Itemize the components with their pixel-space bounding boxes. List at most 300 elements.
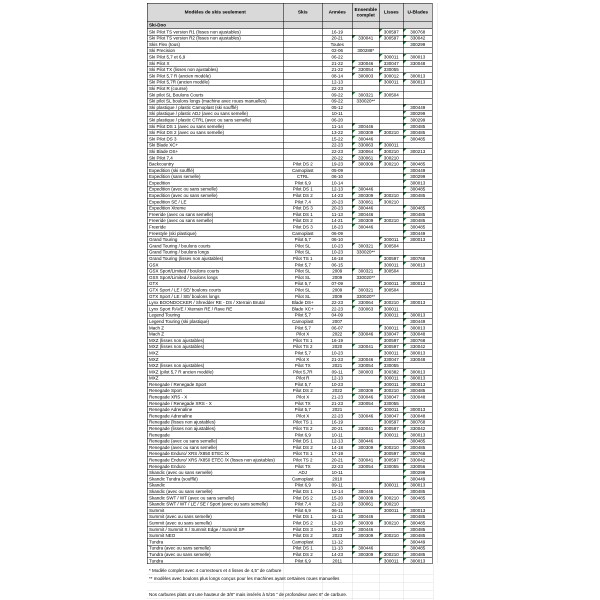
table-body	[147, 29, 432, 564]
ublades-cell: 300013	[403, 281, 432, 287]
ski-cell: Pilot 5,7	[283, 381, 322, 387]
runners-cell: 300210	[379, 192, 403, 198]
kit-cell: 300446	[352, 186, 379, 192]
runners-cell: 330055	[379, 362, 403, 368]
runners-cell: 300504	[379, 92, 403, 98]
ublades-cell: 300013	[403, 73, 432, 79]
kit-cell: 300309	[352, 533, 379, 539]
kit-cell: 300288*	[352, 48, 379, 54]
years-cell: 18-23	[322, 224, 352, 230]
ski-cell: Blade DS+	[283, 300, 322, 306]
runners-cell: 300210	[379, 533, 403, 539]
model-cell: Skandic SWT / WT (avec ou sans semelle)	[147, 495, 283, 501]
model-cell: Expedition SE / LE	[147, 199, 283, 205]
model-cell: Renegade Enduro	[147, 463, 283, 469]
model-cell: Ski pilot SL Boulons Courts	[147, 92, 283, 98]
model-cell: Renegade Adrenaline	[147, 407, 283, 413]
model-cell: Expedition (sans semelle)	[147, 174, 283, 180]
runners-cell: 300210	[379, 155, 403, 161]
runners-cell: 300210	[379, 388, 403, 394]
kit-cell: 300309	[352, 495, 379, 501]
ski-cell: Pilot DS 2	[283, 388, 322, 394]
kit-cell: 330041	[352, 344, 379, 350]
model-cell: Skandic Tundra (soufflé)	[147, 476, 283, 482]
model-cell: Freestyle (ski plastique)	[147, 230, 283, 236]
years-cell: 05-12	[322, 104, 352, 110]
ublades-cell: 300449	[403, 104, 432, 110]
gridline-right-of-table	[437, 3, 438, 564]
ublades-cell: 300013	[403, 350, 432, 356]
column-header-skis: Skis	[283, 3, 322, 22]
runners-cell: 300011	[379, 142, 403, 148]
years-cell: 22-23	[322, 148, 352, 154]
gridline-below-1	[147, 574, 433, 575]
kit-cell: 300446	[352, 224, 379, 230]
ublades-cell: 300013	[403, 54, 432, 60]
model-cell: Tundra	[147, 558, 283, 564]
runners-cell: 330047	[379, 394, 403, 400]
runners-cell: 300011	[379, 237, 403, 243]
years-cell: 06-09	[322, 230, 352, 236]
model-cell: MXZ	[147, 350, 283, 356]
ublades-cell: 300485	[403, 495, 432, 501]
years-cell: 10-11	[322, 432, 352, 438]
ublades-cell: 300485	[403, 192, 432, 198]
ski-cell: Pilot DS 2	[283, 495, 322, 501]
ublades-cell: 300299	[403, 111, 432, 117]
ski-cell: Pilot 5,7	[283, 237, 322, 243]
years-cell: 2009	[322, 274, 352, 280]
ski-cell: Pilot TS 2	[283, 457, 322, 463]
years-cell: 17-19	[322, 451, 352, 457]
compatibility-table	[147, 3, 433, 564]
model-cell: Skandic	[147, 482, 283, 488]
gridline-below-4	[147, 598, 433, 599]
model-cell: Summit	[147, 507, 283, 513]
ublades-cell: 300485	[403, 520, 432, 526]
runners-cell: 330055	[379, 463, 403, 469]
kit-cell: 330061	[352, 155, 379, 161]
kit-cell: 330061	[352, 501, 379, 507]
ublades-cell: 300485	[403, 388, 432, 394]
model-cell: Skis Flex (tous)	[147, 41, 283, 47]
runners-cell: 300011	[379, 54, 403, 60]
ublades-cell: 300449	[403, 539, 432, 545]
ublades-cell: 300768	[403, 337, 432, 343]
ski-cell: Pilot DS 2	[283, 533, 322, 539]
years-cell: 11-13	[322, 545, 352, 551]
ublades-cell: 300013	[403, 262, 432, 268]
model-cell: GSX	[147, 262, 283, 268]
ski-cell: Pilot 6,9	[283, 432, 322, 438]
years-cell: 06-10	[322, 237, 352, 243]
model-cell: MXZ	[147, 356, 283, 362]
ublades-cell: 300013	[403, 312, 432, 318]
runners-cell: 300011	[379, 325, 403, 331]
ski-cell: Pilot DS 2	[283, 551, 322, 557]
years-cell: 10-23	[322, 381, 352, 387]
runners-cell: 300210	[379, 161, 403, 167]
runners-cell: 300011	[379, 262, 403, 268]
kit-cell: 330046	[352, 356, 379, 362]
ski-cell: Pilot SL	[283, 243, 322, 249]
runners-cell: 300597	[379, 255, 403, 261]
model-cell: Ski Pilot DS 2 (avec ou sans semelle)	[147, 130, 283, 136]
model-cell: Renegade (avec ou sans semelle)	[147, 438, 283, 444]
years-cell: 14-23	[322, 192, 352, 198]
kit-cell: 300003	[352, 73, 379, 79]
model-cell: Ski Pilot DS 3	[147, 136, 283, 142]
years-cell: 06-22	[322, 54, 352, 60]
model-cell: Mach Z	[147, 325, 283, 331]
kit-cell: 300003	[352, 369, 379, 375]
years-cell: 16-19	[322, 29, 352, 35]
years-cell: 06-10	[322, 174, 352, 180]
runners-cell: 300011	[379, 281, 403, 287]
ublades-cell: 300485	[403, 444, 432, 450]
column-header-models: Modèles de skis seulement	[147, 3, 283, 22]
years-cell: 20-23	[322, 205, 352, 211]
years-cell: 12-13	[322, 186, 352, 192]
model-cell: Tundra	[147, 539, 283, 545]
section-label: Ski-Doo	[147, 22, 283, 29]
ublades-cell: 330042	[403, 425, 432, 431]
model-cell: Backcountry	[147, 161, 283, 167]
footnote-star: * Modèle complet avec 4 correcteurs et 4 lisses de 4,5" de carbure	[149, 568, 282, 573]
model-cell: Expedition (ski soufflé)	[147, 167, 283, 173]
model-cell: Ski Precision	[147, 48, 283, 54]
kit-cell: 330063	[352, 306, 379, 312]
runners-cell: 300011	[379, 482, 403, 488]
years-cell: 22-23	[322, 463, 352, 469]
ublades-cell: 330042	[403, 457, 432, 463]
model-cell: Skandic SWT / WT / LE / SE / Sport (avec ou sans semelle)	[147, 501, 283, 507]
model-cell: Tundra (avec ou sans semelle)	[147, 545, 283, 551]
ublades-cell: 330042	[403, 344, 432, 350]
ublades-cell: 300485	[403, 526, 432, 532]
years-cell: 06-15	[322, 262, 352, 268]
ski-cell: Pilot DS 3	[283, 526, 322, 532]
ski-cell: Pilot X	[283, 356, 322, 362]
kit-cell: 330054	[352, 463, 379, 469]
years-cell: 22-23	[322, 300, 352, 306]
ski-cell: Pilot DS 1	[283, 211, 322, 217]
model-cell: Renegade / Renegade Sport	[147, 381, 283, 387]
runners-cell: 300210	[379, 130, 403, 136]
model-cell: GSX Sport/Limited / boulons longs	[147, 274, 283, 280]
model-cell: Renegade Enduro/ XRS /X850 ETEC /X	[147, 451, 283, 457]
model-cell: Expedition	[147, 180, 283, 186]
runners-cell: 300011	[379, 432, 403, 438]
ublades-cell: 300768	[403, 29, 432, 35]
model-cell: GTX Sport / LE / SE/ boulons longs	[147, 293, 283, 299]
runners-cell: 300504	[379, 268, 403, 274]
ski-cell: Pilot DS 2	[283, 218, 322, 224]
model-cell: Ski Pilot X	[147, 60, 283, 66]
runners-cell: 300011	[379, 381, 403, 387]
model-cell: Grand Touring (lisses non ajustables)	[147, 255, 283, 261]
kit-cell: 300446	[352, 438, 379, 444]
ski-cell: Camoplast	[283, 167, 322, 173]
kit-cell: 300309	[352, 551, 379, 557]
years-cell: 10-11	[322, 470, 352, 476]
model-cell: Expedition Xtreme	[147, 205, 283, 211]
ublades-cell: 300299	[403, 470, 432, 476]
model-cell: Grand Touring / boulons longs	[147, 249, 283, 255]
gridline-col-3	[352, 564, 353, 600]
ski-cell: Pilot DS 2	[283, 520, 322, 526]
ski-cell: Pilot 5,7R	[283, 369, 322, 375]
years-cell: 21-23	[322, 400, 352, 406]
ublades-cell: 300485	[403, 545, 432, 551]
years-cell: 13-20	[322, 520, 352, 526]
model-cell: Renegade (lisses non ajustables)	[147, 425, 283, 431]
model-cell: Ski Blade DS+	[147, 148, 283, 154]
runners-cell: 330055	[379, 67, 403, 73]
kit-cell: 330020**	[352, 293, 379, 299]
ski-cell: Pilot SL	[283, 293, 322, 299]
ski-cell: Pilot DS 1	[283, 488, 322, 494]
ublades-cell: 300485	[403, 551, 432, 557]
years-cell: 2022	[322, 331, 352, 337]
model-cell: Ski pilot SL boulons longs (machine avec roues manuelles)	[147, 98, 283, 104]
ski-cell: Pilot TS 1	[283, 255, 322, 261]
kit-cell: 330046	[352, 394, 379, 400]
runners-cell: 300210	[379, 501, 403, 507]
ublades-cell: 300013	[403, 381, 432, 387]
runners-cell: 300597	[379, 344, 403, 350]
runners-cell: 300504	[379, 243, 403, 249]
model-cell: Renegade Sport	[147, 388, 283, 394]
ski-cell: Pilot 6,9	[283, 180, 322, 186]
kit-cell: 300446	[352, 211, 379, 217]
ski-cell: Pilot TS 1	[283, 337, 322, 343]
ublades-cell: 300485	[403, 136, 432, 142]
ski-cell: Pilot 6,9	[283, 507, 322, 513]
ski-cell: Camoplast	[283, 539, 322, 545]
runners-cell: 300011	[379, 79, 403, 85]
kit-cell: 330054	[352, 67, 379, 73]
ublades-cell: 300768	[403, 419, 432, 425]
kit-cell: 330046	[352, 331, 379, 337]
years-cell: 09-22	[322, 92, 352, 98]
years-cell: 21-22	[322, 60, 352, 66]
model-cell: Expedition (avec ou sans semelle)	[147, 192, 283, 198]
ski-cell: Pilot 5,7	[283, 325, 322, 331]
ski-cell: Pilot DS 1	[283, 186, 322, 192]
years-cell: 14-23	[322, 551, 352, 557]
runners-cell: 300597	[379, 425, 403, 431]
kit-cell: 300309	[352, 130, 379, 136]
years-cell: 20-21	[322, 35, 352, 41]
years-cell: 12-13	[322, 375, 352, 381]
years-cell: 2009	[322, 268, 352, 274]
model-cell: MXZ (lisses non ajustables)	[147, 362, 283, 368]
model-cell: Ski plastique / plastic ADJ (avec ou sans semelle)	[147, 111, 283, 117]
footnote-double-star: ** modèles avec boulons plus longs conçus pour les machines ayant certaines roues manuelles	[149, 576, 340, 581]
years-cell: 11-13	[322, 211, 352, 217]
ublades-cell: 300013	[403, 432, 432, 438]
model-cell: Freeride (avec ou sans semelle)	[147, 218, 283, 224]
ublades-cell: 300013	[403, 237, 432, 243]
runners-cell: 300011	[379, 312, 403, 318]
years-cell: 04-09	[322, 312, 352, 318]
gridline-col-4	[379, 564, 380, 600]
ski-cell: Pilot 5,7	[283, 262, 322, 268]
model-cell: Grand Touring	[147, 237, 283, 243]
ublades-cell: 330042	[403, 35, 432, 41]
ski-cell: Pilot DS 3	[283, 205, 322, 211]
runners-cell: 300210	[379, 444, 403, 450]
years-cell: 14-21	[322, 218, 352, 224]
years-cell: 20-21	[322, 457, 352, 463]
kit-cell: 300446	[352, 205, 379, 211]
runners-cell: 300597	[379, 29, 403, 35]
years-cell: 06-20	[322, 117, 352, 123]
model-cell: Renegade (avec ou sans semelle)	[147, 444, 283, 450]
runners-cell: 300597	[379, 337, 403, 343]
years-cell: 2022	[322, 388, 352, 394]
years-cell: 07-09	[322, 281, 352, 287]
model-cell: Skandic (avec ou sans semelle)	[147, 488, 283, 494]
ski-cell: Pilot TS 2	[283, 344, 322, 350]
ski-cell: Pilot SL	[283, 274, 322, 280]
runners-cell: 300210	[379, 148, 403, 154]
kit-cell: 330064	[352, 300, 379, 306]
years-cell: 12-13	[322, 79, 352, 85]
kit-cell: 300309	[352, 192, 379, 198]
years-cell: 2009	[322, 293, 352, 299]
model-cell: Ski Pilot 7,4	[147, 155, 283, 161]
years-cell: 16-18	[322, 255, 352, 261]
runners-cell: 300011	[379, 507, 403, 513]
column-header-lisses: Lisses	[379, 3, 403, 22]
years-cell: 10-11	[322, 111, 352, 117]
years-cell: 2010	[322, 476, 352, 482]
ski-cell: Pilot TX	[283, 400, 322, 406]
model-cell: Renegade Enduro/ XRS /X850 ETEC /X (lisses non ajustables)	[147, 457, 283, 463]
ublades-cell: 300485	[403, 438, 432, 444]
kit-cell: 330063	[352, 142, 379, 148]
ublades-cell: 300013	[403, 180, 432, 186]
ski-cell: Pilot TX	[283, 362, 322, 368]
ski-cell: Pilot TS 1	[283, 451, 322, 457]
kit-cell: 300446	[352, 136, 379, 142]
model-cell: Summit / Summit X / Summit Edge / Summit SP	[147, 526, 283, 532]
ublades-cell: 330048	[403, 413, 432, 419]
ski-cell: Pilot TS 2	[283, 425, 322, 431]
model-cell: Ski Pilot 5,7 R (ancien modèle)	[147, 73, 283, 79]
years-cell: 08-14	[322, 73, 352, 79]
runners-cell: 330047	[379, 356, 403, 362]
runners-cell: 300011	[379, 558, 403, 564]
years-cell: 20-22	[322, 155, 352, 161]
kit-cell: 300321	[352, 92, 379, 98]
column-header-u-blades: U-Blades	[403, 3, 432, 22]
model-cell: Mach Z	[147, 331, 283, 337]
model-cell: MXZ (pilot 5,7 R ancien modèle)	[147, 369, 283, 375]
ublades-cell: 300485	[403, 224, 432, 230]
ski-cell: Pilot 6,9	[283, 558, 322, 564]
years-cell: 19-23	[322, 161, 352, 167]
kit-cell: 300446	[352, 488, 379, 494]
kit-cell: 330061	[352, 199, 379, 205]
years-cell: 09-22	[322, 98, 352, 104]
runners-cell: 300597	[379, 419, 403, 425]
ski-cell: Pilot DS 1	[283, 514, 322, 520]
model-cell: Skandic (avec ou sans semelle)	[147, 470, 283, 476]
years-cell: 22-23	[322, 85, 352, 91]
ublades-cell: 300449	[403, 167, 432, 173]
years-cell: 05-09	[322, 167, 352, 173]
years-cell: 21-22	[322, 67, 352, 73]
ski-cell: Pilot R	[283, 375, 322, 381]
runners-cell: 300011	[379, 350, 403, 356]
years-cell: 10-23	[322, 249, 352, 255]
kit-cell: 300309	[352, 388, 379, 394]
kit-cell: 330020**	[352, 98, 379, 104]
ublades-cell: 300485	[403, 161, 432, 167]
model-cell: Legend Touring (ski plastique)	[147, 318, 283, 324]
model-cell: Lynx BOONDOCKER / Shredder RE - DS / Xterrain Brutal	[147, 300, 283, 306]
ski-cell: ADJ	[283, 470, 322, 476]
kit-cell: 330020**	[352, 249, 379, 255]
kit-cell: 300321	[352, 268, 379, 274]
years-cell: 22-23	[322, 306, 352, 312]
column-header-ensemble-complet: Ensemble complet	[352, 3, 379, 22]
runners-cell: 300210	[379, 199, 403, 205]
model-cell: Ski Pilot DS 1 (avec ou sans semelle)	[147, 123, 283, 129]
years-cell: 20-21	[322, 425, 352, 431]
ublades-cell: 300485	[403, 514, 432, 520]
years-cell: 11-12	[322, 539, 352, 545]
kit-cell: 330046	[352, 413, 379, 419]
kit-cell: 300446	[352, 123, 379, 129]
model-cell: Summit (avec ou sans semelle)	[147, 514, 283, 520]
runners-cell: 300597	[379, 457, 403, 463]
ublades-cell: 300013	[403, 407, 432, 413]
kit-cell: 300309	[352, 444, 379, 450]
ublades-cell: 300013	[403, 375, 432, 381]
model-cell: Renegade Adrenaline	[147, 413, 283, 419]
ski-cell: Blade XC+	[283, 306, 322, 312]
table-header	[147, 3, 432, 22]
runners-cell: 330047	[379, 413, 403, 419]
ublades-cell: 300485	[403, 488, 432, 494]
runners-cell: 300210	[379, 300, 403, 306]
runners-cell: 300504	[379, 287, 403, 293]
section-row-ski-doo	[147, 22, 432, 29]
ublades-cell: 300485	[403, 130, 432, 136]
ski-cell: Pilot 7,4	[283, 199, 322, 205]
model-cell: Ski Pilot R (course)	[147, 85, 283, 91]
model-cell: GTX	[147, 281, 283, 287]
kit-cell: 330054	[352, 362, 379, 368]
ski-cell: Pilot SL	[283, 268, 322, 274]
kit-cell: 300321	[352, 243, 379, 249]
model-cell: Lynx Sport RAVE / Xterrain RE / Rave RE	[147, 306, 283, 312]
years-cell: 16-19	[322, 419, 352, 425]
ublades-cell: 330048	[403, 356, 432, 362]
carbide-note: Nos carbures plats ont une hauteur de 3/8" mais insérés à 5/16 " de profondeur avec 6" de carbure.	[149, 592, 348, 597]
ski-cell: Camoplast	[283, 476, 322, 482]
kit-cell	[352, 558, 379, 564]
kit-cell: 330054	[352, 400, 379, 406]
model-cell: Renegade / Renegade XRS - X	[147, 400, 283, 406]
kit-cell: 330041	[352, 35, 379, 41]
ski-cell: Pilot 5,7	[283, 407, 322, 413]
kit-cell: 300309	[352, 161, 379, 167]
